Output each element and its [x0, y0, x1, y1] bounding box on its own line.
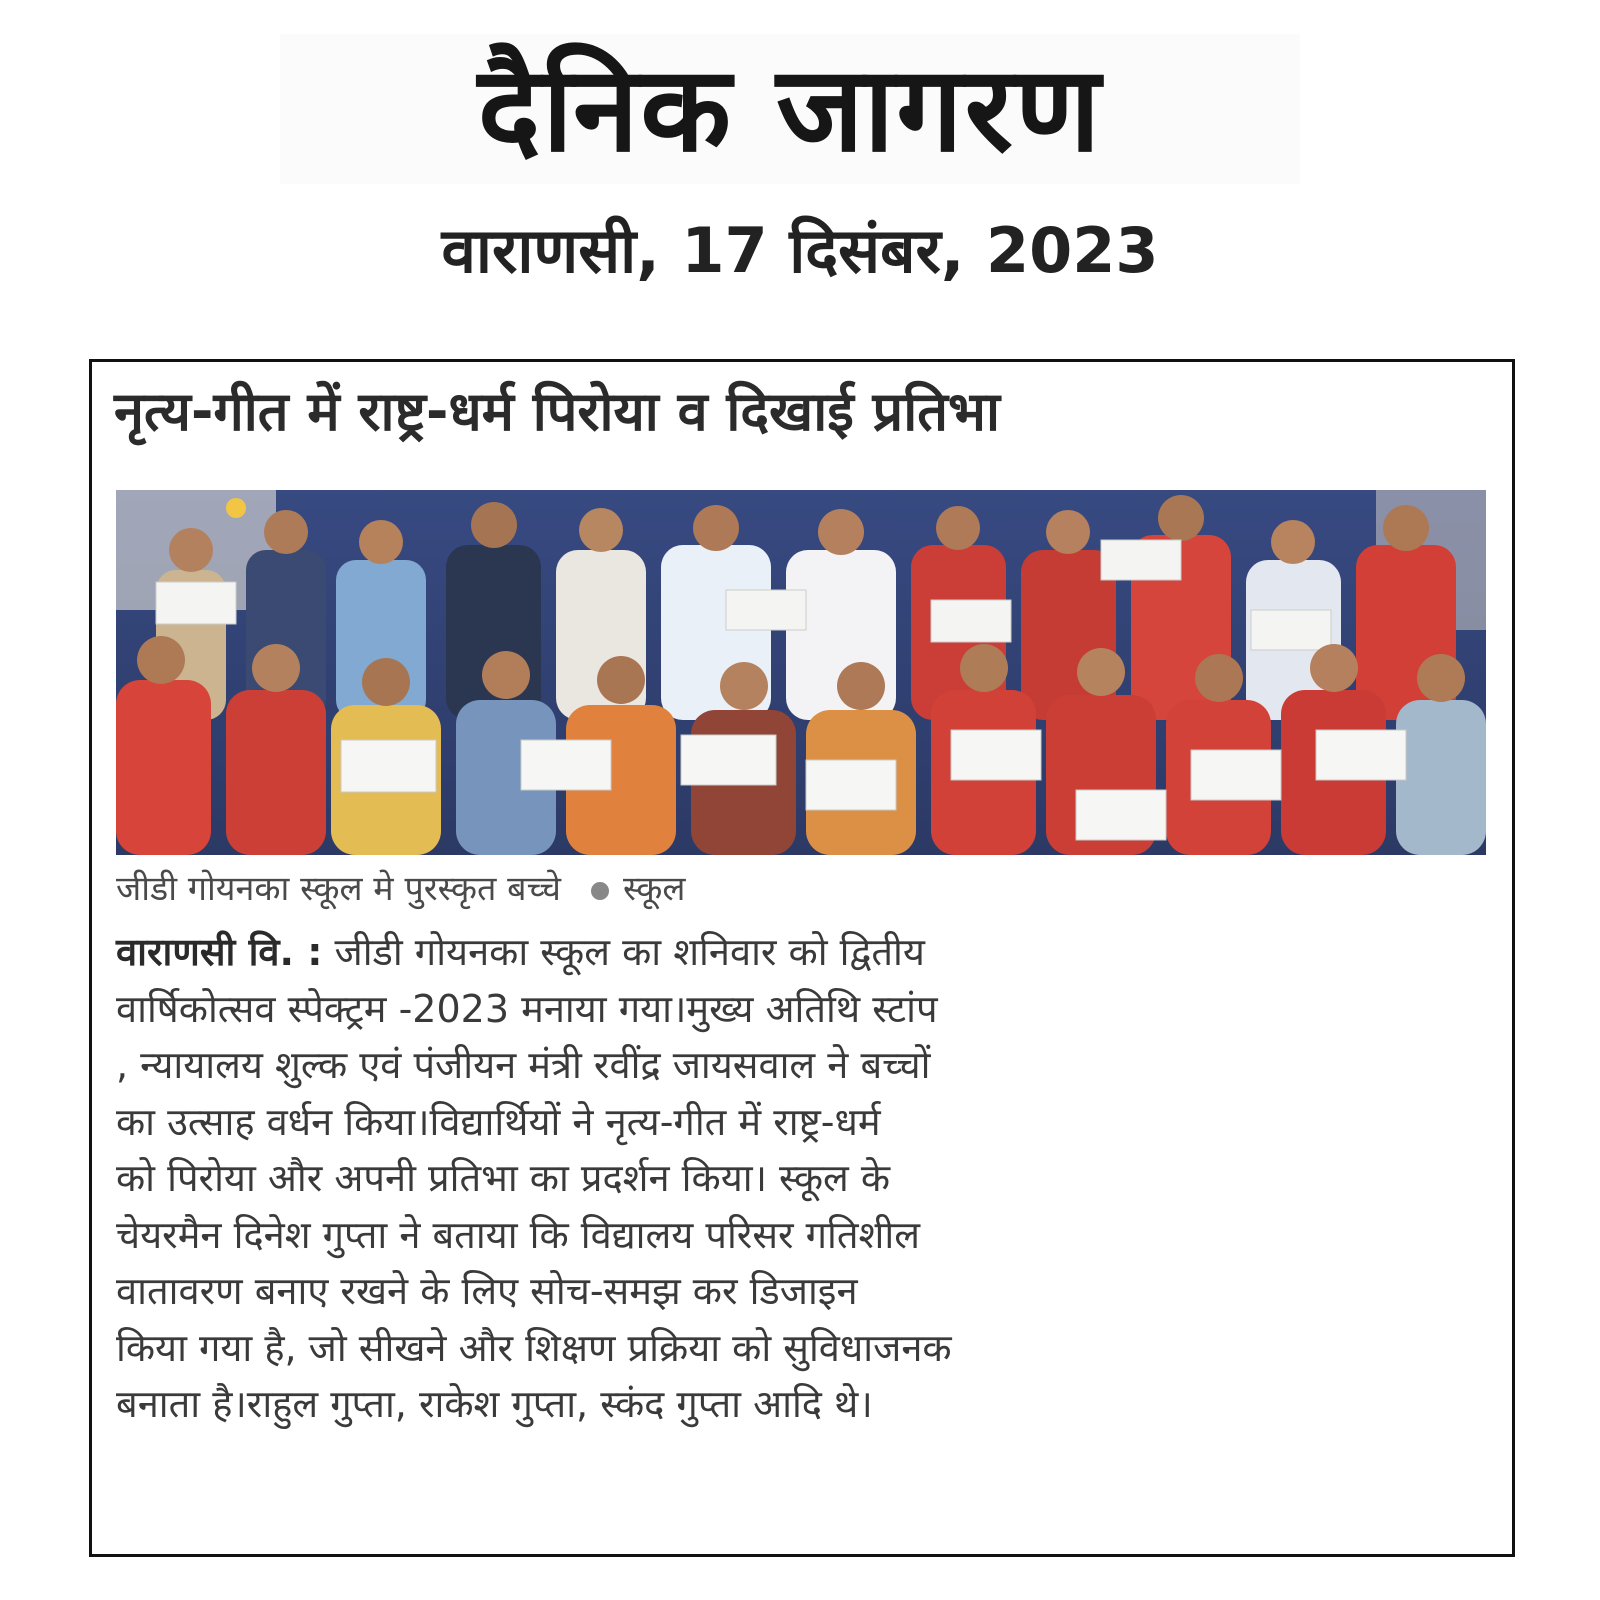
edition-dateline: वाराणसी, 17 दिसंबर, 2023: [441, 214, 1159, 287]
article-dateline-lead: वाराणसी वि. :: [116, 930, 323, 974]
body-line: वाराणसी वि. : जीडी गोयनका स्कूल का शनिवार को द्वितीय: [116, 930, 925, 974]
body-line: को पिरोया और अपनी प्रतिभा का प्रदर्शन किया। स्कूल के: [116, 1156, 891, 1200]
body-line: वार्षिकोत्सव स्पेक्ट्रम -2023 मनाया गया।मुख्य अतिथि स्टांप: [116, 986, 938, 1031]
group-photo: [116, 490, 1486, 855]
photo-caption: [116, 869, 685, 910]
body-line: , न्यायालय शुल्क एवं पंजीयन मंत्री रवींद्र जायसवाल ने बच्चों: [116, 1043, 931, 1087]
body-line: वातावरण बनाए रखने के लिए सोच-समझ कर डिजाइन: [116, 1269, 858, 1313]
news-article-clipping: [89, 359, 1515, 1557]
newspaper-masthead: [280, 34, 1300, 184]
body-line: बनाता है।राहुल गुप्ता, राकेश गुप्ता, स्कंद गुप्ता आदि थे।: [116, 1382, 873, 1426]
body-line: का उत्साह वर्धन किया।विद्यार्थियों ने नृत्य-गीत में राष्ट्र-धर्म: [116, 1099, 881, 1144]
body-line: चेयरमैन दिनेश गुप्ता ने बताया कि विद्यालय परिसर गतिशील: [116, 1212, 921, 1257]
group-photo-image: [116, 490, 1486, 855]
article-headline: नृत्य-गीत में राष्ट्र-धर्म पिरोया व दिखाई प्रतिभा: [114, 380, 1000, 443]
photo-credit: स्कूल: [623, 869, 686, 909]
caption-text: जीडी गोयनका स्कूल मे पुरस्कृत बच्चे: [116, 869, 562, 909]
article-body: [116, 924, 1476, 1433]
body-line: किया गया है, जो सीखने और शिक्षण प्रक्रिया को सुविधाजनक: [116, 1325, 952, 1370]
bullet-dot-icon: [591, 882, 609, 900]
newspaper-name: दैनिक जागरण: [477, 40, 1103, 178]
